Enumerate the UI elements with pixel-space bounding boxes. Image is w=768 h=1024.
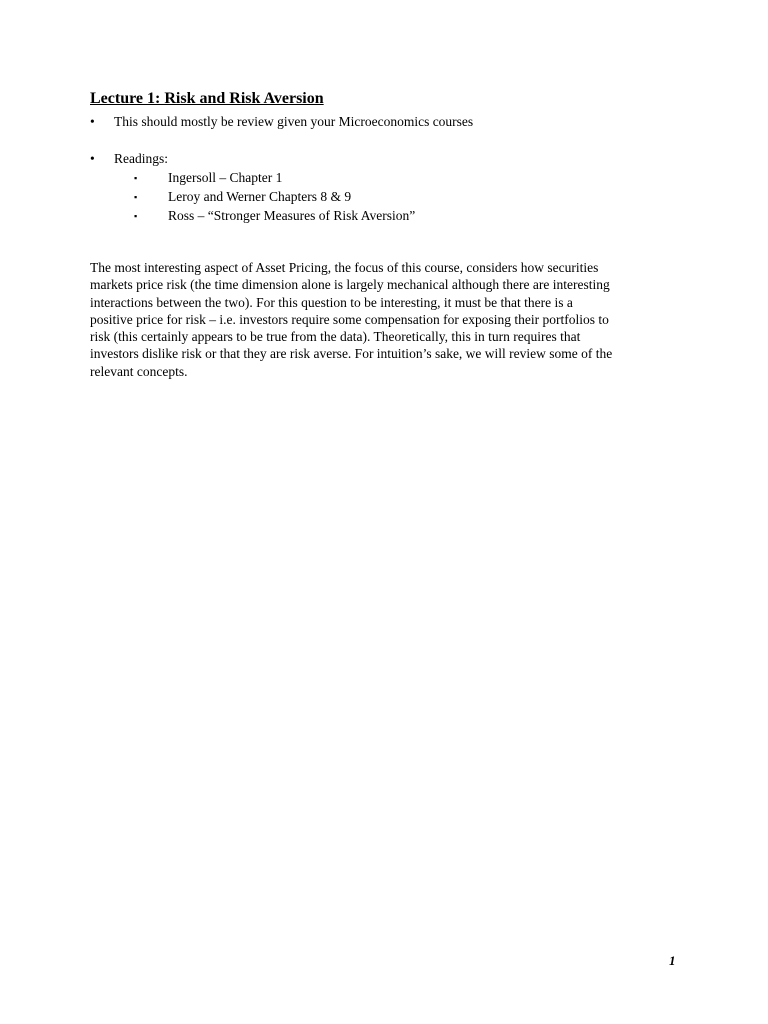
paragraph-line: positive price for risk – i.e. investors require some compensation for exposing their portfolios to [90, 311, 609, 327]
lecture-title: Lecture 1: Risk and Risk Aversion [90, 90, 324, 107]
intro-paragraph [90, 259, 690, 380]
bullet-icon: • [90, 151, 95, 166]
paragraph-line: relevant concepts. [90, 363, 188, 379]
paragraph-line: risk (this certainly appears to be true from the data). Theoretically, this in turn requires that [90, 329, 581, 345]
paragraph-line: investors dislike risk or that they are risk averse. For intuition’s sake, we will review some of the [90, 346, 613, 362]
paragraph-line: markets price risk (the time dimension alone is largely mechanical although there are interesting [90, 277, 610, 293]
square-bullet-icon: ▪ [134, 192, 138, 202]
paragraph-line: The most interesting aspect of Asset Pricing, the focus of this course, considers how securities [90, 260, 599, 275]
bullet-item-review [90, 113, 473, 130]
bullet-text: This should mostly be review given your Microeconomics courses [114, 114, 474, 129]
reading-item-leroy-werner [134, 188, 351, 206]
reading-text: Ross – “Stronger Measures of Risk Aversion” [168, 208, 416, 223]
reading-text: Leroy and Werner Chapters 8 & 9 [168, 189, 352, 204]
page-number: 1 [669, 953, 676, 968]
bullet-text: Readings: [114, 151, 168, 166]
square-bullet-icon: ▪ [134, 211, 138, 221]
square-bullet-icon: ▪ [134, 173, 138, 183]
reading-text: Ingersoll – Chapter 1 [168, 170, 283, 185]
bullet-icon: • [90, 114, 95, 129]
reading-item-ingersoll [134, 169, 282, 187]
paragraph-line: interactions between the two). For this question to be interesting, it must be that there is a [90, 294, 573, 310]
bullet-item-readings [90, 150, 168, 167]
reading-item-ross [134, 207, 415, 225]
